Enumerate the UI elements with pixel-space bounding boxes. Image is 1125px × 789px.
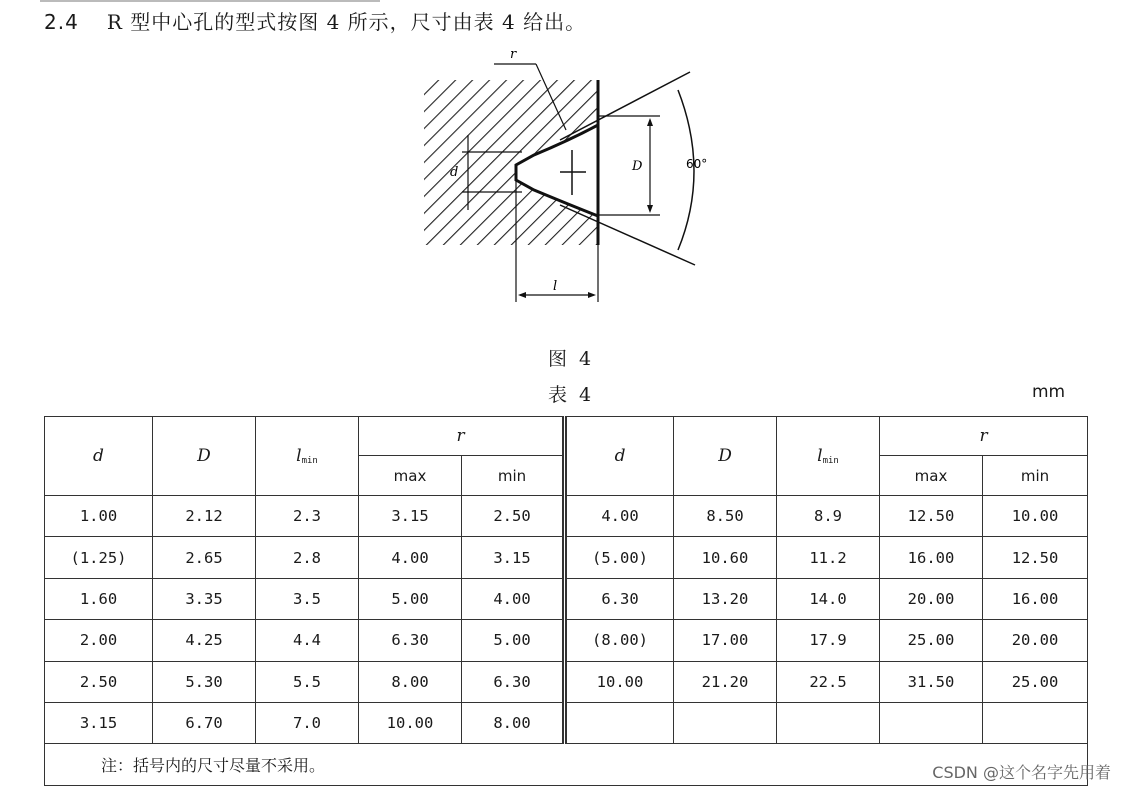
dimension-table [44, 416, 1088, 786]
table-cell: 20.00 [983, 620, 1088, 661]
table-cell: 5.5 [256, 661, 359, 702]
section-heading [44, 6, 586, 35]
table-cell: 20.00 [880, 578, 983, 619]
header-d: d [565, 417, 674, 496]
table-cell [565, 703, 674, 744]
table-cell: 10.00 [565, 661, 674, 702]
table-cell: 4.4 [256, 620, 359, 661]
section-number: 2.4 [44, 10, 79, 34]
table-caption: 表 4 [548, 384, 595, 406]
table-cell: (1.25) [45, 537, 153, 578]
header-r-min: min [462, 456, 565, 495]
table-cell: 2.00 [45, 620, 153, 661]
table-note: 注：括号内的尺寸尽量不采用。 [45, 744, 1088, 786]
table-cell: 10.60 [674, 537, 777, 578]
figure-caption: 图 4 [548, 348, 595, 370]
table-cell: 14.0 [777, 578, 880, 619]
table-cell [880, 703, 983, 744]
table-cell: 2.3 [256, 495, 359, 536]
table-cell: 3.5 [256, 578, 359, 619]
table-cell: 8.9 [777, 495, 880, 536]
table-cell: 3.15 [462, 537, 565, 578]
angle-label: 60° [686, 157, 708, 171]
table-cell: 2.8 [256, 537, 359, 578]
table-cell: 8.00 [462, 703, 565, 744]
table-cell: 12.50 [983, 537, 1088, 578]
table-cell: 2.50 [462, 495, 565, 536]
table-cell: 1.60 [45, 578, 153, 619]
watermark: CSDN @这个名字先用着 [932, 763, 1111, 782]
table-cell [674, 703, 777, 744]
table-cell: 3.15 [359, 495, 462, 536]
table-cell: 25.00 [983, 661, 1088, 702]
table-cell: 25.00 [880, 620, 983, 661]
table-cell: 6.30 [565, 578, 674, 619]
r-label: r [510, 47, 517, 62]
table-row [45, 495, 1088, 536]
header-lmin: $l_{min}$ [777, 417, 880, 496]
table-cell: 5.00 [462, 620, 565, 661]
header-r-max: max [880, 456, 983, 495]
header-r: r [880, 417, 1088, 456]
table-row [45, 703, 1088, 744]
table-row [45, 578, 1088, 619]
table-cell: 8.50 [674, 495, 777, 536]
table-cell: 1.00 [45, 495, 153, 536]
table-row [45, 661, 1088, 702]
table-cell [777, 703, 880, 744]
header-r-max: max [359, 456, 462, 495]
D-label: D [632, 159, 643, 174]
header-r-min: min [983, 456, 1088, 495]
header-D: D [674, 417, 777, 496]
table-cell: 5.00 [359, 578, 462, 619]
table-cell: 31.50 [880, 661, 983, 702]
table-cell: 12.50 [880, 495, 983, 536]
header-D: D [153, 417, 256, 496]
top-rule [40, 0, 380, 2]
table-cell: 16.00 [880, 537, 983, 578]
center-hole-drawing [410, 40, 710, 310]
table-cell: (5.00) [565, 537, 674, 578]
table-cell: 4.00 [462, 578, 565, 619]
header-lmin: $l_{min}$ [256, 417, 359, 496]
table-cell: 22.5 [777, 661, 880, 702]
table-cell: 11.2 [777, 537, 880, 578]
table-cell [983, 703, 1088, 744]
table-cell: 2.65 [153, 537, 256, 578]
header-r: r [359, 417, 565, 456]
unit-label: mm [1032, 382, 1066, 402]
table-cell: 7.0 [256, 703, 359, 744]
table-cell: 6.70 [153, 703, 256, 744]
table-row [45, 620, 1088, 661]
header-d: d [45, 417, 153, 496]
table-cell: 4.25 [153, 620, 256, 661]
table-cell: 3.35 [153, 578, 256, 619]
l-label: l [553, 279, 558, 294]
table-cell: 2.12 [153, 495, 256, 536]
table-cell: 6.30 [359, 620, 462, 661]
table-cell: 2.50 [45, 661, 153, 702]
table-cell: 8.00 [359, 661, 462, 702]
section-text: R 型中心孔的型式按图 4 所示，尺寸由表 4 给出。 [106, 10, 587, 34]
table-cell: 4.00 [565, 495, 674, 536]
table-cell: 10.00 [359, 703, 462, 744]
table-cell: 4.00 [359, 537, 462, 578]
table-cell: 16.00 [983, 578, 1088, 619]
table-cell: 10.00 [983, 495, 1088, 536]
table-cell: 13.20 [674, 578, 777, 619]
table-cell: 5.30 [153, 661, 256, 702]
table-cell: 21.20 [674, 661, 777, 702]
note-row [45, 744, 1088, 786]
table-row [45, 537, 1088, 578]
table-cell: 3.15 [45, 703, 153, 744]
table-cell: 6.30 [462, 661, 565, 702]
d-label: d [450, 165, 459, 180]
table-cell: 17.00 [674, 620, 777, 661]
table-cell: (8.00) [565, 620, 674, 661]
table-cell: 17.9 [777, 620, 880, 661]
